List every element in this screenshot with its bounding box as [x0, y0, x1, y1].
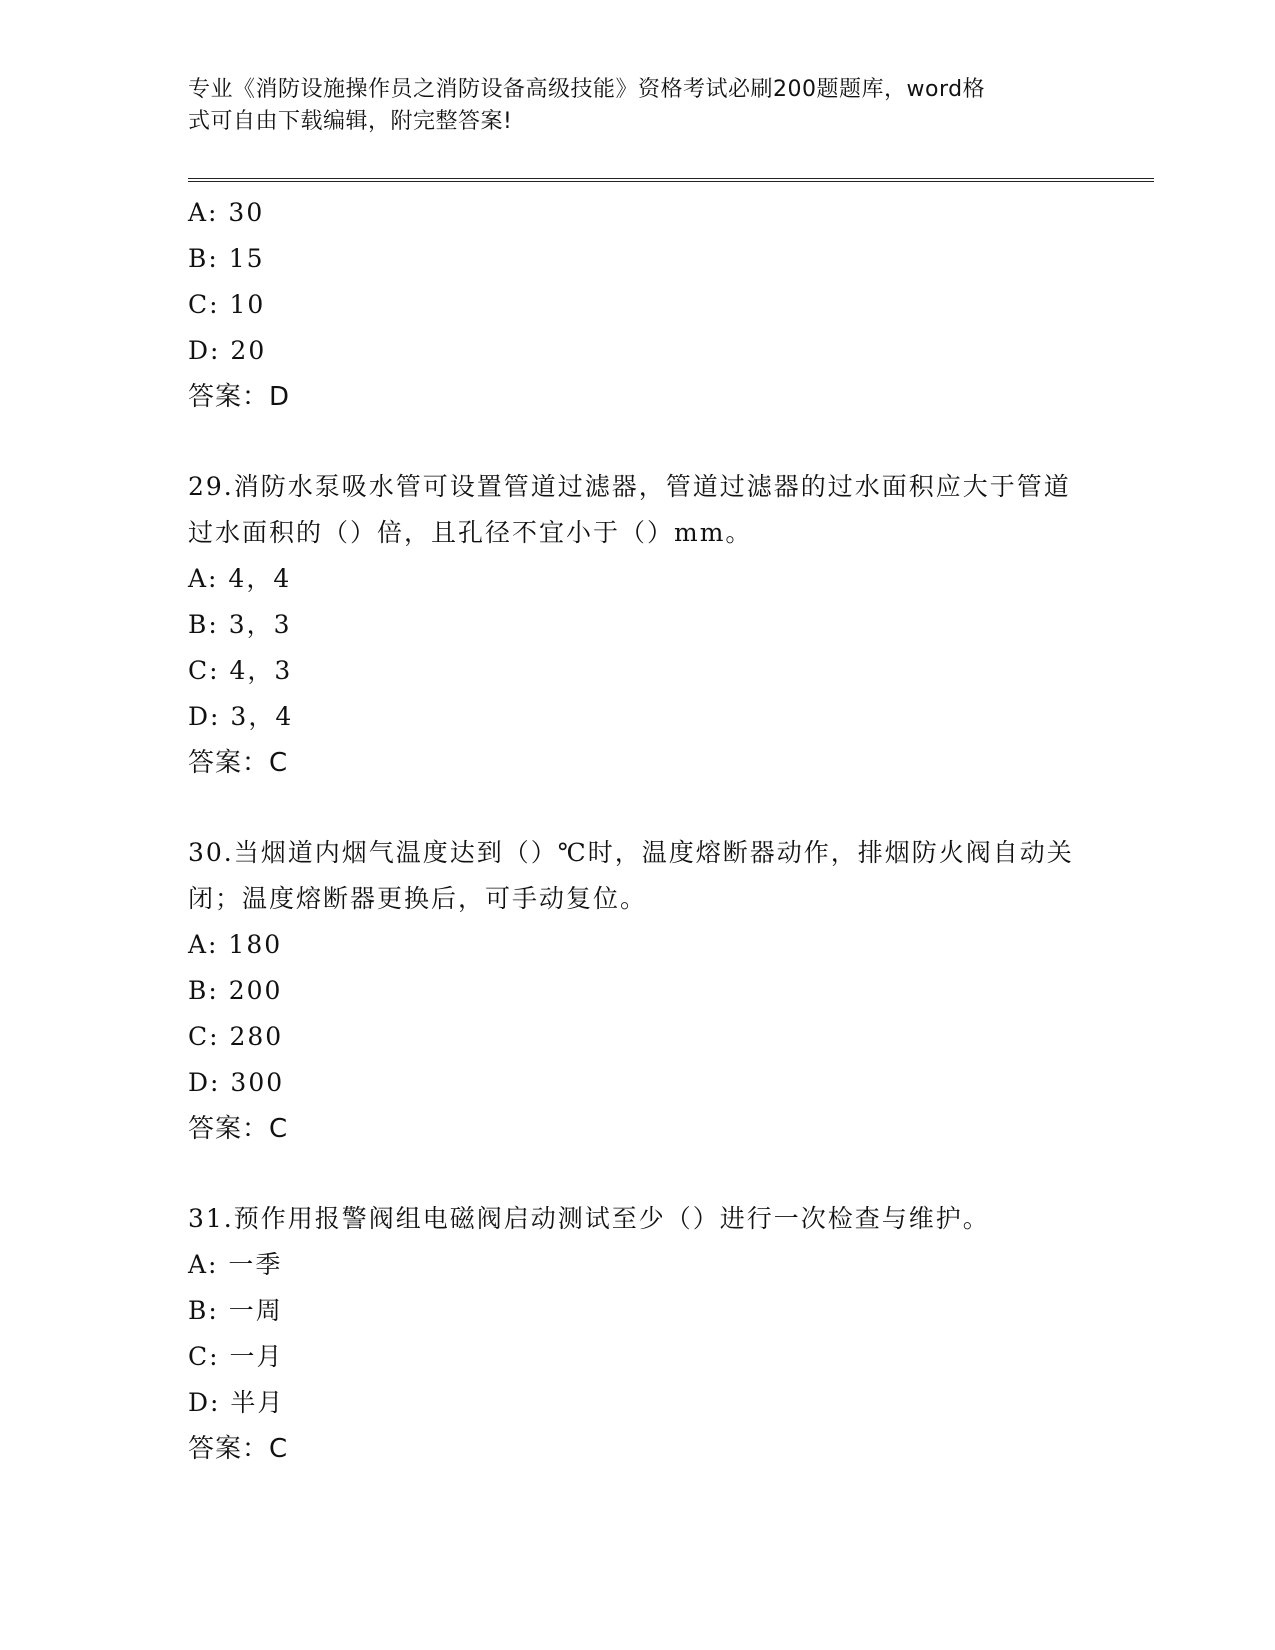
question-block-28 [188, 190, 1088, 420]
header-double-rule [188, 178, 1154, 182]
option-a: A: 4，4 [188, 564, 292, 593]
option-d: D: 半月 [188, 1388, 285, 1417]
document-body [188, 190, 1088, 1472]
spacer [188, 420, 1088, 464]
option-c: C: 10 [188, 290, 266, 319]
question-block-31 [188, 1196, 1088, 1472]
option-b: B: 15 [188, 244, 265, 273]
option-a: A: 一季 [188, 1250, 283, 1279]
answer-line: 答案：C [188, 1434, 289, 1464]
header-line-1: 专业《消防设施操作员之消防设备高级技能》资格考试必刷200题题库，word格 [188, 77, 986, 102]
option-b: B: 3，3 [188, 610, 292, 639]
question-block-29 [188, 464, 1088, 786]
question-text: 29.消防水泵吸水管可设置管道过滤器，管道过滤器的过水面积应大于管道过水面积的（）倍，且孔径不宜小于（）mm。 [188, 472, 1071, 547]
answer-line: 答案：C [188, 748, 289, 778]
option-b: B: 200 [188, 976, 283, 1005]
option-c: C: 280 [188, 1022, 284, 1051]
answer-line: 答案：D [188, 382, 291, 412]
option-d: D: 300 [188, 1068, 285, 1097]
option-b: B: 一周 [188, 1296, 283, 1325]
option-d: D: 3，4 [188, 702, 294, 731]
option-c: C: 一月 [188, 1342, 284, 1371]
page-header [188, 74, 1088, 138]
option-a: A: 180 [188, 930, 283, 959]
header-line-2: 式可自由下载编辑，附完整答案! [188, 109, 513, 134]
question-text: 31.预作用报警阀组电磁阀启动测试至少（）进行一次检查与维护。 [188, 1204, 990, 1233]
option-d: D: 20 [188, 336, 267, 365]
answer-line: 答案：C [188, 1114, 289, 1144]
spacer [188, 1152, 1088, 1196]
spacer [188, 786, 1088, 830]
option-c: C: 4，3 [188, 656, 293, 685]
question-block-30 [188, 830, 1088, 1152]
question-text: 30.当烟道内烟气温度达到（）℃时，温度熔断器动作，排烟防火阀自动关闭；温度熔断器更换后，可手动复位。 [188, 838, 1074, 913]
option-a: A: 30 [188, 198, 265, 227]
